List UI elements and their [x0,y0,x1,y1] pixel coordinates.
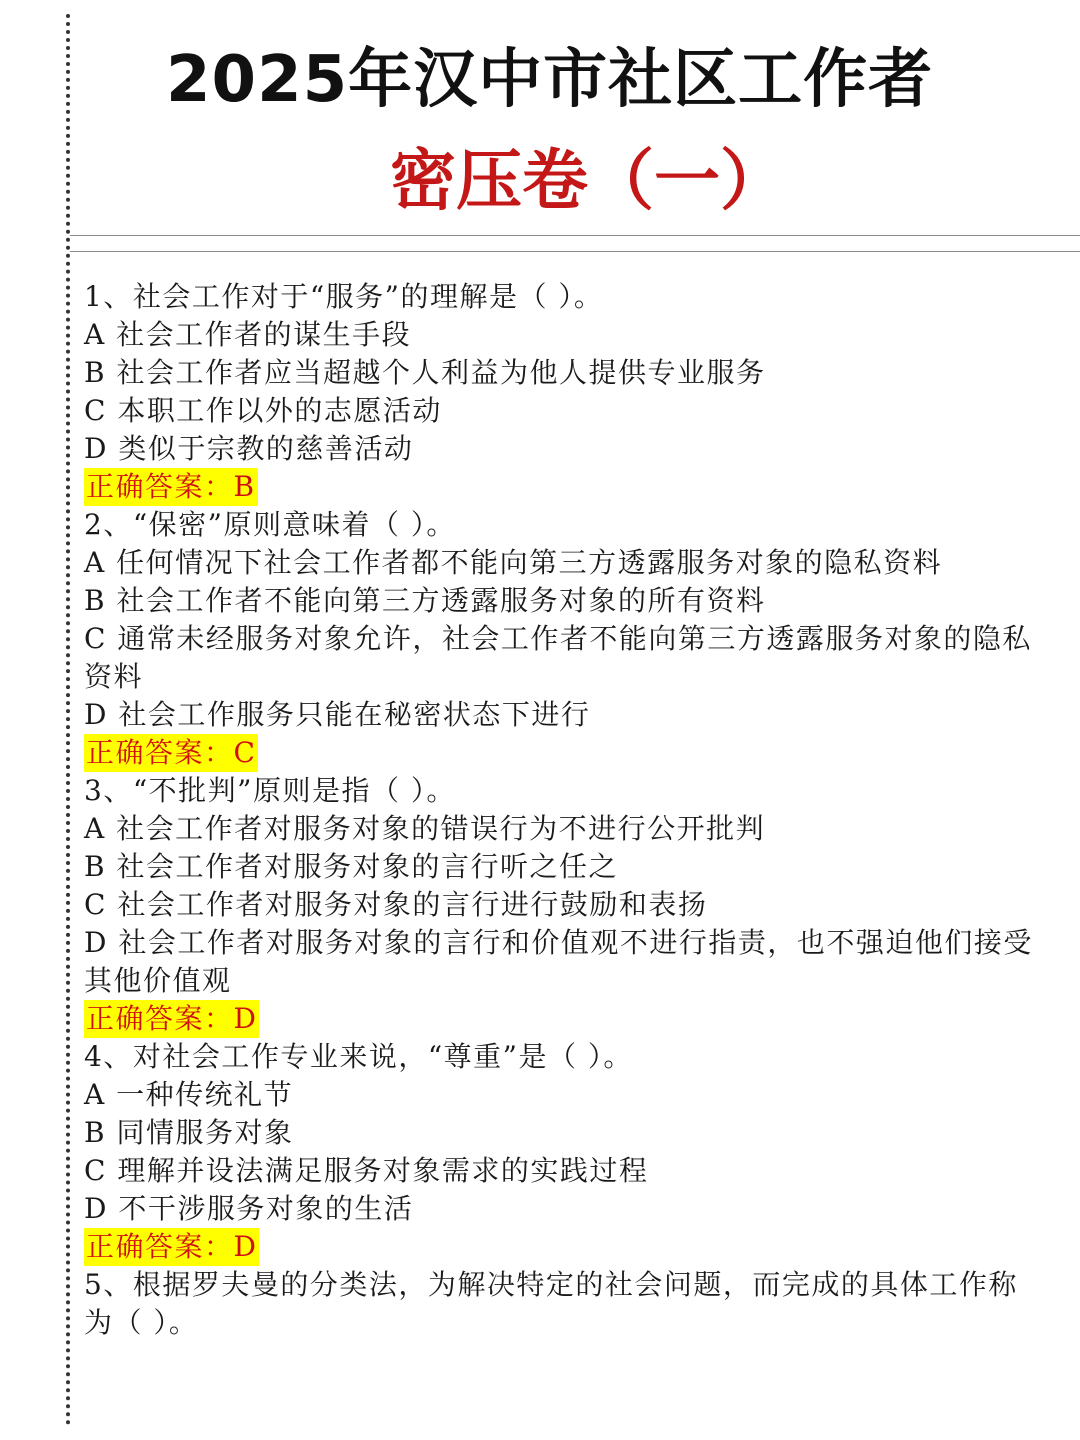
divider-top [70,235,1080,236]
option-a: A 一种传统礼节 [84,1078,294,1111]
option-c: C 本职工作以外的志愿活动 [84,394,442,427]
correct-answer: 正确答案：D [84,1000,259,1038]
divider-bottom [70,251,1080,252]
question-list [84,278,1034,1342]
option-d: D 社会工作者对服务对象的言行和价值观不进行指责，也不强迫他们接受其他价值观 [84,926,1033,997]
option-c: C 通常未经服务对象允许，社会工作者不能向第三方透露服务对象的隐私资料 [84,622,1032,693]
question-stem: 2、“保密”原则意味着（ ）。 [84,508,456,541]
question-block [84,506,1034,772]
option-b: B 社会工作者对服务对象的言行听之任之 [84,850,618,883]
option-b: B 社会工作者不能向第三方透露服务对象的所有资料 [84,584,766,617]
option-b: B 同情服务对象 [84,1116,294,1149]
question-stem: 5、根据罗夫曼的分类法，为解决特定的社会问题，而完成的具体工作称为（ ）。 [84,1268,1018,1339]
correct-answer: 正确答案：C [84,734,258,772]
correct-answer: 正确答案：B [84,468,258,506]
dotted-margin-line [66,14,70,1426]
option-a: A 社会工作者的谋生手段 [84,318,412,351]
option-d: D 不干涉服务对象的生活 [84,1192,414,1225]
option-d: D 社会工作服务只能在秘密状态下进行 [84,698,591,731]
question-block [84,1266,1034,1342]
option-a: A 社会工作者对服务对象的错误行为不进行公开批判 [84,812,766,845]
question-stem: 1、社会工作对于“服务”的理解是（ ）。 [84,280,604,313]
question-stem: 3、“不批判”原则是指（ ）。 [84,774,456,807]
page-subtitle: 密压卷（一） [390,141,786,219]
option-b: B 社会工作者应当超越个人利益为他人提供专业服务 [84,356,766,389]
correct-answer: 正确答案：D [84,1228,259,1266]
page-title: 2025年汉中市社区工作者 [166,43,934,117]
question-block [84,1038,1034,1266]
option-d: D 类似于宗教的慈善活动 [84,432,414,465]
question-stem: 4、对社会工作专业来说，“尊重”是（ ）。 [84,1040,633,1073]
question-block [84,772,1034,1038]
option-c: C 理解并设法满足服务对象需求的实践过程 [84,1154,649,1187]
option-a: A 任何情况下社会工作者都不能向第三方透露服务对象的隐私资料 [84,546,943,579]
question-block [84,278,1034,506]
option-c: C 社会工作者对服务对象的言行进行鼓励和表扬 [84,888,708,921]
